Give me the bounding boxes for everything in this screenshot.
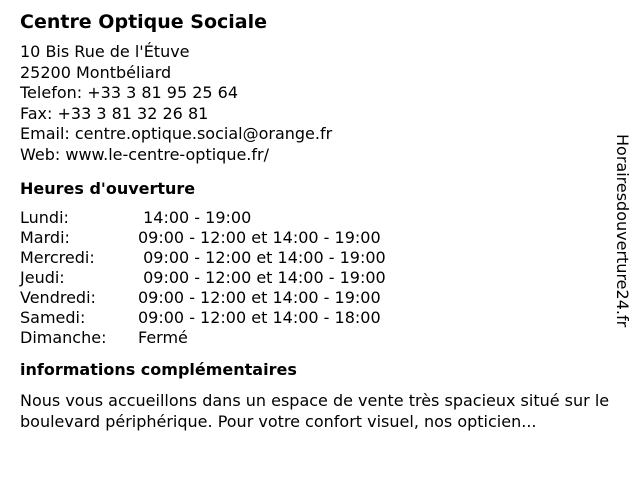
fax-number: Fax: +33 3 81 32 26 81: [20, 103, 209, 123]
address-street: 10 Bis Rue de l'Étuve: [20, 42, 190, 61]
hours-day: Vendredi:: [20, 288, 96, 307]
hours-day: Mercredi:: [20, 248, 95, 267]
hours-row-lundi: [20, 208, 620, 228]
hours-day: Dimanche:: [20, 328, 107, 347]
phone-number: Telefon: +33 3 81 95 25 64: [20, 83, 239, 102]
hours-row-dimanche: [20, 328, 620, 348]
hours-time: Fermé: [138, 328, 188, 347]
hours-day: Jeudi:: [20, 268, 65, 287]
opening-hours-table: [20, 208, 620, 348]
hours-time: 09:00 - 12:00 et 14:00 - 19:00: [138, 228, 381, 247]
hours-time: 09:00 - 12:00 et 14:00 - 19:00: [138, 268, 386, 287]
business-name: Centre Optique Sociale: [20, 11, 268, 33]
address-city: 25200 Montbéliard: [20, 62, 172, 82]
hours-time: 09:00 - 12:00 et 14:00 - 19:00: [138, 248, 386, 267]
hours-time: 09:00 - 12:00 et 14:00 - 19:00: [138, 288, 381, 307]
hours-day: Lundi:: [20, 208, 69, 227]
watermark-text: Horairesdouverture24.fr: [613, 134, 632, 328]
additional-info-heading: informations complémentaires: [20, 360, 297, 379]
opening-hours-heading: Heures d'ouverture: [20, 179, 196, 198]
hours-day: Mardi:: [20, 228, 70, 247]
hours-time: 14:00 - 19:00: [138, 208, 252, 227]
hours-time: 09:00 - 12:00 et 14:00 - 18:00: [138, 308, 381, 327]
email-address: Email: centre.optique.social@orange.fr: [20, 124, 333, 143]
hours-row-samedi: [20, 308, 620, 328]
hours-row-vendredi: [20, 288, 620, 308]
hours-row-mardi: [20, 228, 620, 248]
hours-day: Samedi:: [20, 308, 86, 327]
hours-row-mercredi: [20, 248, 620, 268]
hours-row-jeudi: [20, 268, 620, 288]
contact-block: [20, 42, 620, 165]
additional-info-text: Nous vous accueillons dans un espace de vente très spacieux situé sur le boulevard périphérique. Pour votre confort visuel, nos opticien...: [20, 391, 610, 431]
business-card: [20, 10, 620, 432]
website-url: Web: www.le-centre-optique.fr/: [20, 144, 269, 164]
